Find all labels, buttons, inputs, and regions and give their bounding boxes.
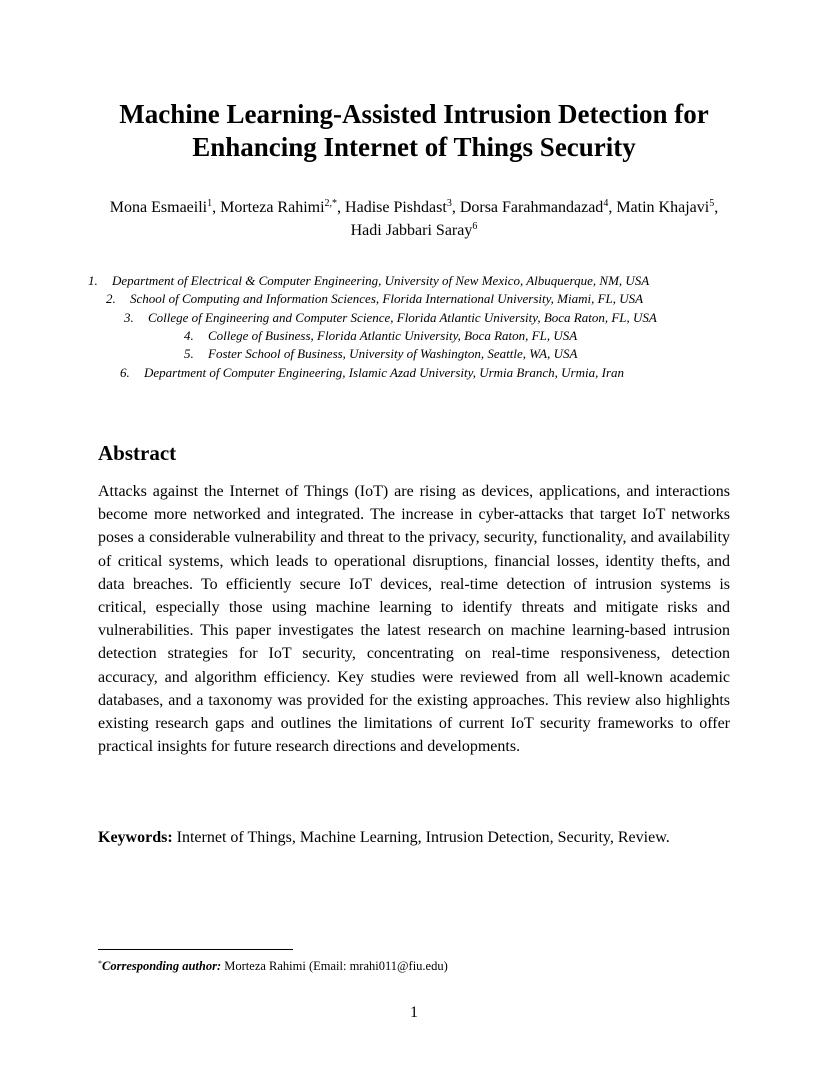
footnote-text: Morteza Rahimi (Email: mrahi011@fiu.edu) <box>221 959 448 973</box>
author-sup: 5 <box>709 198 715 209</box>
footnote-label: Corresponding author: <box>102 959 222 973</box>
author-separator: , <box>714 199 719 216</box>
affiliation-item <box>106 290 643 308</box>
footnote-mark: * <box>98 959 102 968</box>
title-line-2: Enhancing Internet of Things Security <box>192 132 636 162</box>
author-sup: 3 <box>446 198 452 209</box>
affiliation-item <box>124 309 657 327</box>
title-line-1: Machine Learning-Assisted Intrusion Detection for <box>119 99 709 129</box>
affiliation-text: College of Engineering and Computer Science, Florida Atlantic University, Boca Raton, FL, USA <box>148 310 657 325</box>
affiliation-text: School of Computing and Information Sciences, Florida International University, Miami, FL, USA <box>130 291 644 306</box>
author: Dorsa Farahmandazad <box>459 199 604 216</box>
author-sup: 4 <box>603 198 609 209</box>
author-sup: 6 <box>472 221 478 232</box>
author-separator: , <box>337 199 346 216</box>
keywords-label: Keywords: <box>98 829 173 846</box>
author: Hadise Pishdast <box>345 199 447 216</box>
affiliation-number: 5. <box>184 346 194 361</box>
author: Morteza Rahimi <box>220 199 325 216</box>
affiliation-item <box>88 272 649 290</box>
author-separator: , <box>212 199 221 216</box>
author-separator: , <box>451 199 460 216</box>
affiliation-item <box>184 327 577 345</box>
keywords-text: Internet of Things, Machine Learning, Intrusion Detection, Security, Review. <box>172 829 670 846</box>
abstract-heading: Abstract <box>98 441 177 465</box>
affiliation-text: Foster School of Business, University of Washington, Seattle, WA, USA <box>208 346 578 361</box>
page-number: 1 <box>410 1004 418 1021</box>
footnote <box>98 958 448 975</box>
author-list <box>40 196 788 242</box>
affiliation-item <box>184 345 577 363</box>
abstract-body: Attacks against the Internet of Things (IoT) are rising as devices, applications, and interactions become more networked and integrated. The increase in cyber-attacks that target IoT networks poses a considerable vulnerability and threat to the privacy, security, functionality, and availability of critical systems, which leads to operational disruptions, financial losses, identity thefts, and data breaches. To efficiently secure IoT devices, real-time detection of intrusion systems is critical, especially those using machine learning to identify threats and mitigate risks and vulnerabilities. This paper investigates the latest research on machine learning-based intrusion detection strategies for IoT security, concentrating on real-time responsiveness, detection accuracy, and algorithm efficiency. Key studies were reviewed from all well-known academic databases, and a taxonomy was provided for the existing approaches. This review also highlights existing research gaps and outlines the limitations of current IoT security frameworks to offer practical insights for future research directions and developments. <box>98 483 730 756</box>
affiliation-number: 2. <box>106 291 116 306</box>
affiliation-text: College of Business, Florida Atlantic University, Boca Raton, FL, USA <box>208 328 578 343</box>
author-sup: 2,* <box>324 198 338 209</box>
author-sup: 1 <box>207 198 213 209</box>
affiliation-number: 6. <box>120 365 130 380</box>
footnote-divider <box>98 949 293 950</box>
affiliation-number: 4. <box>184 328 194 343</box>
author: Matin Khajavi <box>616 199 710 216</box>
paper-title <box>40 98 788 164</box>
affiliation-text: Department of Electrical & Computer Engineering, University of New Mexico, Albuquerque, NM, USA <box>112 273 650 288</box>
keywords-line <box>98 826 758 849</box>
affiliation-text: Department of Computer Engineering, Islamic Azad University, Urmia Branch, Urmia, Iran <box>144 365 624 380</box>
author: Mona Esmaeili <box>109 199 208 216</box>
affiliation-item <box>120 364 624 382</box>
author-separator: , <box>608 199 617 216</box>
author: Hadi Jabbari Saray <box>350 222 473 239</box>
affiliation-number: 3. <box>124 310 134 325</box>
affiliation-number: 1. <box>88 273 98 288</box>
